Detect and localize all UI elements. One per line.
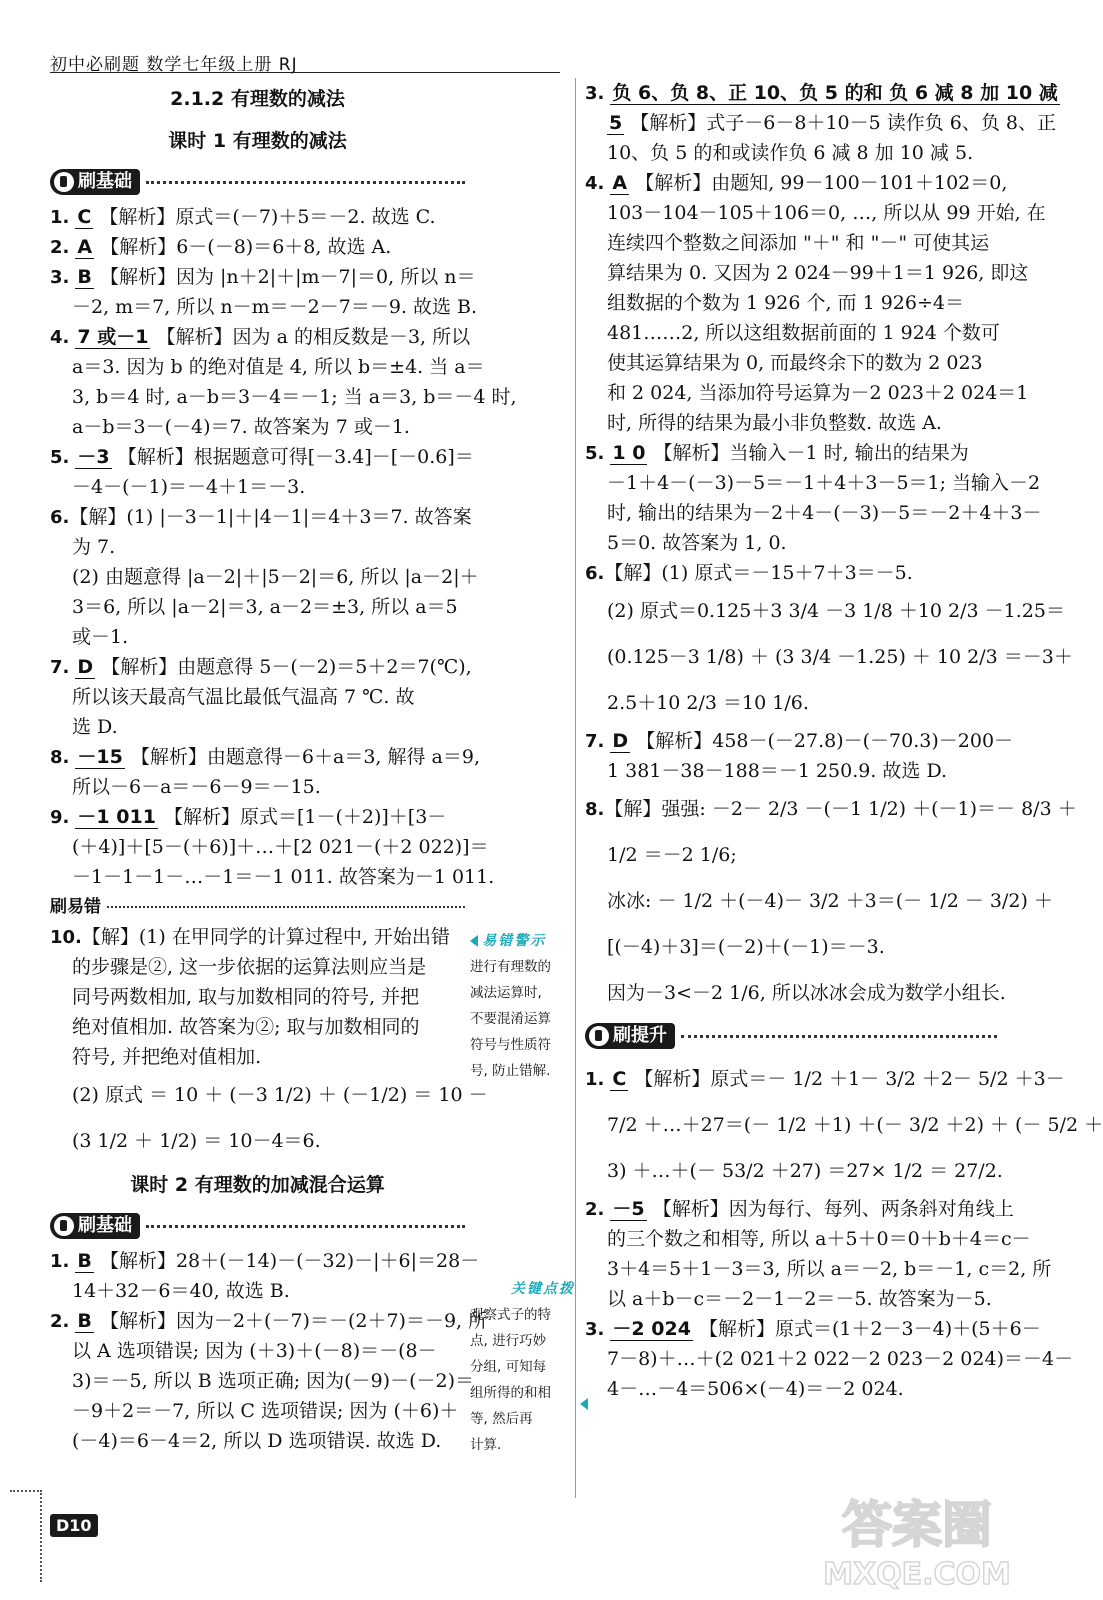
item-line — [50, 532, 465, 562]
item-number: 5. — [585, 443, 605, 464]
item-line — [585, 1148, 1003, 1194]
item-line — [50, 442, 474, 472]
item-text: 时, 输出的结果为－2＋4－(－3)－5＝－2＋4＋3－ — [607, 502, 1042, 524]
key-note-title: 关键点拨 — [511, 1281, 575, 1297]
item-line — [585, 348, 997, 378]
note-line: 不要混淆运算 — [470, 1011, 551, 1027]
item-text: 2.5＋10 2/3 ＝10 1/6. — [607, 692, 809, 714]
item-line — [585, 468, 1041, 498]
badge-up-label: 刷提升 — [613, 1025, 667, 1046]
item-text: (2) 原式 ＝ 10 ＋ (－3 1/2) ＋ (－1/2) ＝ 10 － — [72, 1084, 488, 1106]
item-text: 以 a＋b－c＝－2－1－2＝－5. 故答案为－5. — [607, 1288, 992, 1310]
item-line — [585, 138, 997, 168]
item-line — [50, 262, 476, 292]
item-number: 10. — [50, 927, 82, 948]
basic-items — [50, 202, 517, 892]
answer: D — [612, 730, 629, 752]
answer: C — [612, 1068, 627, 1090]
basic-item — [50, 232, 465, 262]
item-line — [585, 1344, 1074, 1374]
item-number: 9. — [50, 807, 70, 828]
answer: 7 或－1 — [77, 326, 149, 348]
arrow-left-icon — [470, 935, 478, 947]
item-text: 14＋32－6＝40, 故选 B. — [72, 1280, 290, 1302]
item-line — [50, 952, 465, 982]
item-line — [50, 1246, 480, 1276]
item-number: 6. — [585, 563, 605, 584]
item-text: 【解析】6－(－8)＝6＋8, 故选 A. — [100, 236, 392, 258]
item-line — [50, 1306, 488, 1336]
item-text: 【解】强强: －2－ 2/3 －(－1 1/2) ＋(－1)＝－ 8/3 ＋ — [604, 798, 1077, 820]
item-line — [585, 1056, 1065, 1102]
basic-item — [50, 442, 474, 502]
item-text: 7/2 ＋…＋27＝(－ 1/2 ＋1) ＋(－ 3/2 ＋2) ＋ (－ 5/2 ＋ — [607, 1114, 1103, 1136]
dotted-rule — [681, 1035, 997, 1038]
item-text: 时, 所得的结果为最小非负整数. 故选 A. — [607, 412, 942, 434]
item-text: 【解析】原式＝－ 1/2 ＋1－ 3/2 ＋2－ 5/2 ＋3－ — [634, 1068, 1065, 1090]
item-text: 【解析】原式＝[1－(＋2)]＋[3－ — [163, 806, 447, 828]
running-header: 初中必刷题 数学七年级上册 RJ — [50, 55, 298, 75]
item-number: 5. — [50, 447, 70, 468]
item-text: 3＝6, 所以 |a－2|＝3, a－2＝±3, 所以 a＝5 — [72, 596, 458, 618]
key-note — [470, 1276, 575, 1458]
item-text: [(－4)＋3]＝(－2)＋(－1)＝－3. — [607, 936, 885, 958]
item-line — [50, 652, 472, 682]
item-line — [50, 292, 478, 322]
item-text: 【解析】由题知, 99－100－101＋102＝0, — [635, 172, 1008, 194]
item-text: 【解析】因为每行、每列、两条斜对角线上 — [652, 1198, 1014, 1220]
watermark-logo — [802, 1484, 1032, 1594]
note-line: 号, 防止错解. — [470, 1063, 551, 1079]
dotted-rule — [146, 181, 465, 184]
item-line — [50, 1426, 465, 1456]
answer: －1 011 — [77, 806, 156, 828]
item-text: 【解析】当输入－1 时, 输出的结果为 — [653, 442, 969, 464]
answer: 5 — [609, 112, 623, 134]
note-line: 点, 进行巧妙 — [470, 1333, 547, 1349]
item-text: 组数据的个数为 1 926 个, 而 1 926÷4＝ — [607, 292, 964, 314]
right-item — [585, 168, 1046, 438]
warning-note-body — [470, 954, 575, 1084]
item-line — [585, 498, 1042, 528]
item-line — [50, 1072, 488, 1118]
item-line — [50, 502, 472, 532]
answer: 负 6、负 8、正 10、负 5 的和 负 6 减 8 加 10 减 — [612, 82, 1058, 104]
item-text: 103－104－105＋106＝0, …, 所以从 99 开始, 在 — [607, 202, 1046, 224]
section-title: 2.1.2 有理数的减法 — [170, 88, 345, 110]
brush-icon — [589, 1026, 609, 1046]
item-number: 1. — [50, 207, 70, 228]
item-line — [50, 1366, 474, 1396]
basic-item — [50, 202, 465, 232]
note-line: 进行有理数的 — [470, 959, 551, 975]
item-line — [50, 352, 485, 382]
lesson2-item — [50, 1246, 480, 1306]
item-text: 5＝0. 故答案为 1, 0. — [607, 532, 787, 554]
lesson2-title: 课时 2 有理数的加减混合运算 — [130, 1174, 385, 1196]
basic-item — [50, 652, 472, 742]
item-line — [50, 592, 465, 622]
item-line — [585, 1374, 997, 1404]
right-item — [585, 558, 997, 588]
item-text: 连续四个整数之间添加 "＋" 和 "－" 可使其运 — [607, 232, 990, 254]
badge-basic — [50, 164, 465, 200]
key-note-body — [470, 1302, 575, 1458]
item-line — [585, 1284, 997, 1314]
item-text: 1 381－38－188＝－1 250.9. 故选 D. — [607, 760, 948, 782]
item-line — [50, 622, 465, 652]
item-line — [585, 288, 997, 318]
item-text: 【解析】原式＝(－7)＋5＝－2. 故选 C. — [99, 206, 436, 228]
item-number: 7. — [50, 657, 70, 678]
lesson1-title: 课时 1 有理数的减法 — [168, 130, 347, 152]
item-line — [50, 382, 517, 412]
badge-up — [585, 1018, 997, 1054]
item-number: 6. — [50, 507, 70, 528]
right-column — [585, 78, 1103, 1404]
item-text: 3) ＋…＋(－ 53/2 ＋27) ＝27× 1/2 ＝ 27/2. — [607, 1160, 1003, 1182]
watermark-line2: MXQE.COM — [823, 1557, 1011, 1592]
item-text: 绝对值相加. 故答案为②; 取与加数相同的 — [72, 1016, 420, 1038]
item-text: 10、负 5 的和或读作负 6 减 8 加 10 减 5. — [607, 142, 974, 164]
item-line — [585, 1314, 1041, 1344]
item-text: (2) 由题意得 |a－2|＋|5－2|＝6, 所以 |a－2|＋ — [72, 566, 479, 588]
item-text: 使其运算结果为 0, 而最终余下的数为 2 023 — [607, 352, 983, 374]
item-text: 3, b＝4 时, a－b＝3－4＝－1; 当 a＝3, b＝－4 时, — [72, 386, 517, 408]
item-text: 【解析】因为 |n＋2|＋|m－7|＝0, 所以 n＝ — [99, 266, 476, 288]
badge-error — [50, 892, 465, 922]
item-line — [585, 832, 997, 878]
item-number: 4. — [585, 173, 605, 194]
item-6-part2 — [585, 588, 1073, 726]
answer: 1 0 — [612, 442, 646, 464]
item-number: 1. — [585, 1069, 605, 1090]
item-line — [50, 832, 489, 862]
item-number: 4. — [50, 327, 70, 348]
item-line — [50, 562, 479, 592]
item-text: 选 D. — [72, 716, 118, 738]
answer: －2 024 — [612, 1318, 691, 1340]
item-line — [50, 712, 465, 742]
item-line — [50, 922, 465, 952]
item-number: 1. — [50, 1251, 70, 1272]
item-text: 【解析】根据题意可得[－3.4]－[－0.6]＝ — [117, 446, 474, 468]
item-text: 【解析】由题意得－6＋a＝3, 解得 a＝9, — [130, 746, 481, 768]
item-line — [585, 228, 997, 258]
basic-item — [50, 262, 478, 322]
item-text: 符号, 并把绝对值相加. — [72, 1046, 262, 1068]
right-item — [585, 78, 1058, 168]
item-line — [585, 78, 1058, 108]
item-line — [50, 472, 465, 502]
page-number: D10 — [50, 1514, 98, 1537]
item-number: 3. — [50, 267, 70, 288]
right-item — [585, 438, 1042, 558]
badge-error-label: 刷易错 — [50, 897, 101, 917]
item-line — [585, 558, 997, 588]
item-number: 3. — [585, 1319, 605, 1340]
item-line — [585, 726, 1014, 756]
item-line — [585, 1194, 1014, 1224]
basic-item — [50, 802, 495, 892]
badge-basic-2 — [50, 1208, 465, 1244]
dotted-rule — [107, 906, 465, 908]
item-line — [585, 680, 997, 726]
item-number: 8. — [585, 799, 605, 820]
basic-item — [50, 322, 517, 442]
warning-note — [470, 928, 575, 1084]
item-text: (0.125－3 1/8) ＋ (3 3/4 －1.25) ＋ 10 2/3 ＝－3＋ — [607, 646, 1073, 668]
badge-basic2-label: 刷基础 — [78, 1215, 132, 1236]
footer — [50, 1514, 98, 1537]
note-line: 等, 然后再 — [470, 1411, 533, 1427]
item-line — [50, 1276, 465, 1306]
item-text: 【解析】原式＝(1＋2－3－4)＋(5＋6－ — [698, 1318, 1041, 1340]
brush-icon — [54, 172, 74, 192]
item-line: 5 【解析】式子－6－8＋10－5 读作负 6、负 8、正 — [609, 112, 1057, 134]
brush-icon — [54, 1216, 74, 1236]
item-text: －1－1－1－…－1＝－1 011. 故答案为－1 011. — [72, 866, 495, 888]
item-line — [50, 1042, 465, 1072]
answer: －15 — [77, 746, 123, 768]
item-line — [585, 924, 997, 970]
item-line — [50, 1118, 465, 1164]
item-text: (3 1/2 ＋ 1/2) ＝ 10－4＝6. — [72, 1130, 321, 1152]
header-rule — [50, 72, 560, 73]
item-text: 3＋4＝5＋1－3＝3, 所以 a＝－2, b＝－1, c＝2, 所 — [607, 1258, 1052, 1280]
item-text: 的步骤是②, 这一步依据的运算法则应当是 — [72, 956, 427, 978]
note-line: 分组, 可知每 — [470, 1359, 547, 1375]
item-line — [585, 408, 997, 438]
note-line: 减法运算时, — [470, 985, 542, 1001]
item-line — [50, 232, 465, 262]
note-line: 组所得的和相 — [470, 1385, 551, 1401]
answer: C — [77, 206, 92, 228]
item-number: 8. — [50, 747, 70, 768]
item-text: 4－…－4＝506×(－4)＝－2 024. — [607, 1378, 904, 1400]
item-text: 因为－3<－2 1/6, 所以冰冰会成为数学小组长. — [607, 982, 1006, 1004]
warning-note-title: 易错警示 — [482, 933, 547, 949]
item-text: a－b＝3－(－4)＝7. 故答案为 7 或－1. — [72, 416, 410, 438]
item-text: 的三个数之和相等, 所以 a＋5＋0＝0＋b＋4＝c－ — [607, 1228, 1031, 1250]
item-line — [50, 772, 465, 802]
item-line — [585, 756, 997, 786]
dotted-rule — [146, 1225, 465, 1228]
item-text: 或－1. — [72, 626, 129, 648]
item-text: 7－8)＋…＋(2 021＋2 022－2 023－2 024)＝－4－ — [607, 1348, 1074, 1370]
item-line — [50, 1396, 465, 1426]
error-items — [50, 922, 488, 1164]
item-text: 【解】(1) 原式＝－15＋7＋3＝－5. — [604, 562, 913, 584]
item-text: 【解析】因为 a 的相反数是－3, 所以 — [156, 326, 471, 348]
item-line — [585, 258, 1029, 288]
item-line — [585, 528, 997, 558]
right-items-b — [585, 726, 1014, 786]
item-text: －1＋4－(－3)－5＝－1＋4＋3－5＝1; 当输入－2 — [607, 472, 1041, 494]
item-line — [50, 982, 465, 1012]
item-line — [585, 878, 1053, 924]
answer: A — [77, 236, 93, 258]
right-item — [585, 726, 1014, 786]
item-line — [585, 168, 1008, 198]
item-text: 3)＝－5, 所以 B 选项正确; 因为(－9)－(－2)＝ — [72, 1370, 474, 1392]
item-text: (＋4)]＋[5－(＋6)]＋…＋[2 021－(＋2 022)]＝ — [72, 836, 489, 858]
item-text: 和 2 024, 当添加符号运算为－2 023＋2 024＝1 — [607, 382, 1029, 404]
item-text: 【解析】由题意得 5－(－2)＝5＋2＝7(℃), — [101, 656, 472, 678]
item-line — [585, 438, 997, 468]
item-text: (2) 原式＝0.125＋3 3/4 －3 1/8 ＋10 2/3 －1.25＝ — [607, 600, 1065, 622]
note-line: 计算. — [470, 1437, 502, 1453]
item-line — [585, 378, 1029, 408]
column-divider — [575, 78, 576, 1498]
answer: －3 — [77, 446, 110, 468]
item-line — [585, 786, 1077, 832]
item-text: －2, m＝7, 所以 n－m＝－2－7＝－9. 故选 B. — [72, 296, 478, 318]
item-text: 【解析】28＋(－14)－(－32)－|＋6|＝28－ — [99, 1250, 480, 1272]
item-line — [585, 198, 1046, 228]
item-line — [585, 970, 1006, 1016]
basic-item — [50, 502, 479, 652]
item-text: 所以该天最高气温比最低气温高 7 ℃. 故 — [72, 686, 415, 708]
answer: B — [77, 1250, 92, 1272]
item-text: 冰冰: － 1/2 ＋(－4)－ 3/2 ＋3＝(－ 1/2 － 3/2) ＋ — [607, 890, 1053, 912]
item-line — [50, 1012, 465, 1042]
item-text: a＝3. 因为 b 的绝对值是 4, 所以 b＝±4. 当 a＝ — [72, 356, 485, 378]
item-line — [585, 1224, 1031, 1254]
item-line — [50, 1336, 465, 1366]
item-number: 2. — [50, 1311, 70, 1332]
item-line — [585, 634, 1073, 680]
item-text: －4－(－1)＝－4＋1＝－3. — [72, 476, 306, 498]
item-text: (－4)＝6－4＝2, 所以 D 选项错误. 故选 D. — [72, 1430, 442, 1452]
advanced-items — [585, 1056, 1103, 1404]
note-line: 观察式子的特 — [470, 1307, 551, 1323]
item-line — [50, 742, 481, 772]
item-text: 481……2, 所以这组数据前面的 1 924 个数可 — [607, 322, 1000, 344]
item-text: 为 7. — [72, 536, 116, 558]
answer: A — [612, 172, 628, 194]
item-line — [50, 322, 471, 352]
item-line — [585, 318, 1000, 348]
badge-basic-label: 刷基础 — [78, 171, 132, 192]
item-number: 2. — [585, 1199, 605, 1220]
item-line — [50, 412, 465, 442]
item-text: 1/2 ＝－2 1/6; — [607, 844, 737, 866]
item-line — [585, 588, 1065, 634]
item-line — [50, 202, 465, 232]
watermark-line1: 答案圈 — [842, 1496, 992, 1554]
item-text: 以 A 选项错误; 因为 (＋3)＋(－8)＝－(8－ — [72, 1340, 437, 1362]
item-number: 2. — [50, 237, 70, 258]
answer: B — [77, 266, 92, 288]
item-line — [50, 682, 465, 712]
answer: B — [77, 1310, 92, 1332]
basic-item — [50, 742, 481, 802]
item-text: 【解析】458－(－27.8)－(－70.3)－200－ — [636, 730, 1014, 752]
corner-dots — [10, 1490, 42, 1582]
item-line — [50, 862, 495, 892]
answer: D — [77, 656, 94, 678]
note-line: 符号与性质符 — [470, 1037, 551, 1053]
item-8 — [585, 786, 1077, 1016]
answer: －5 — [612, 1198, 645, 1220]
item-text: 算结果为 0. 又因为 2 024－99＋1＝1 926, 即这 — [607, 262, 1029, 284]
right-items — [585, 78, 1058, 588]
item-text: 【解】(1) |－3－1|＋|4－1|＝4＋3＝7. 故答案 — [69, 506, 472, 528]
item-text: 同号两数相加, 取与加数相同的符号, 并把 — [72, 986, 420, 1008]
item-text: 【解】(1) 在甲同学的计算过程中, 开始出错 — [81, 926, 450, 948]
item-text: －9＋2＝－7, 所以 C 选项错误; 因为 (＋6)＋ — [72, 1400, 459, 1422]
item-line — [50, 802, 465, 832]
item-line — [585, 1254, 1052, 1284]
item-line — [585, 1102, 1103, 1148]
item-number: 7. — [585, 731, 605, 752]
item-text: 【解析】因为－2＋(－7)＝－(2＋7)＝－9, 所 — [99, 1310, 488, 1332]
item-text: 所以－6－a＝－6－9＝－15. — [72, 776, 321, 798]
item-number: 3. — [585, 83, 605, 104]
